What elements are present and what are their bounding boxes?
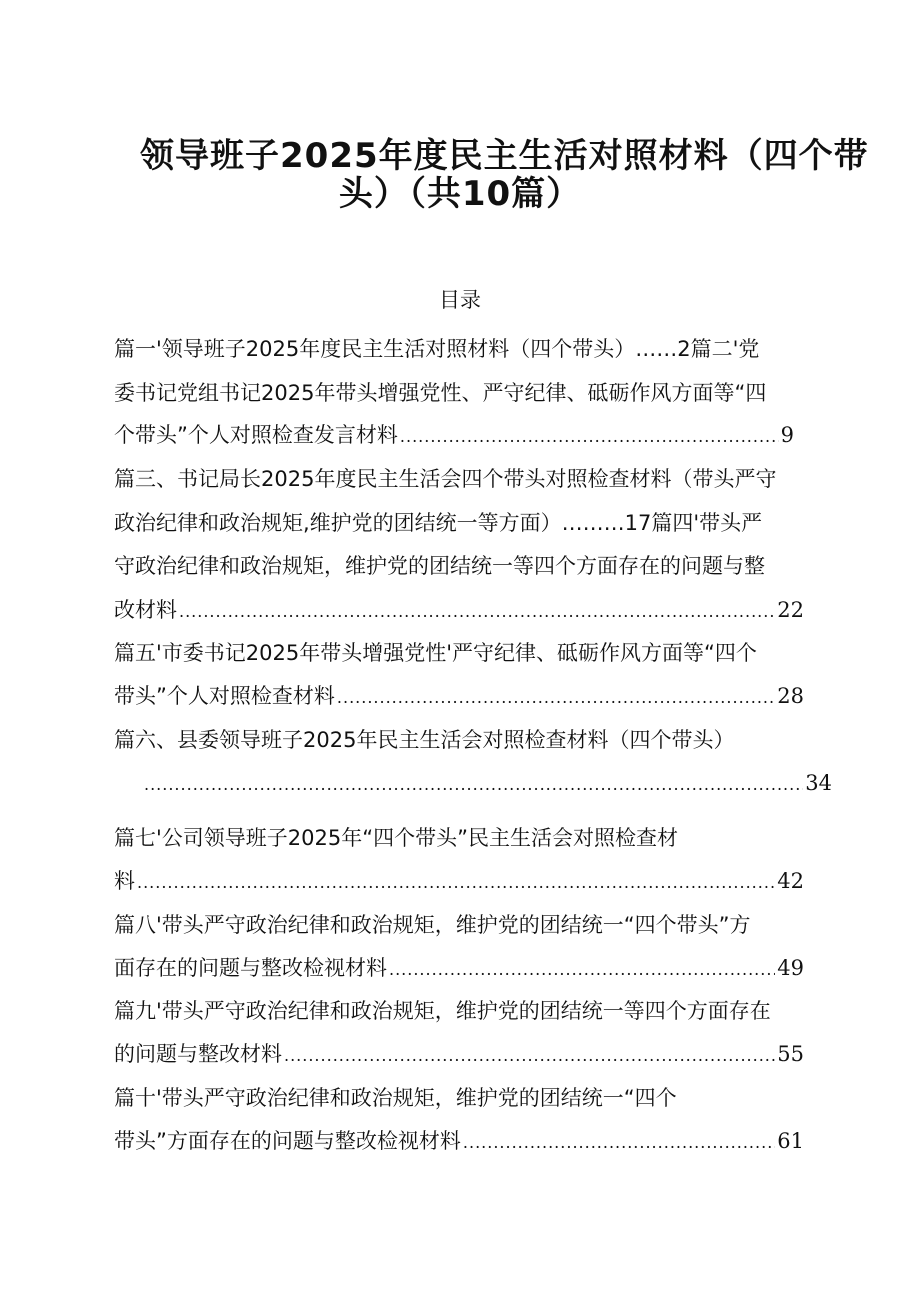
toc-text: 带头”个人对照检查材料 xyxy=(114,684,335,708)
toc-text: 带头”方面存在的问题与整改检视材料 xyxy=(114,1129,461,1153)
toc-text: 改材料 xyxy=(114,598,177,622)
toc-heading: 目录 xyxy=(439,288,481,312)
document-title-line-2: 头）（共10篇） xyxy=(338,174,582,214)
toc-text: 篇七'公司领导班子2025年“四个带头”民主生活会对照检查材 xyxy=(114,826,678,850)
toc-line xyxy=(114,465,834,493)
toc-line xyxy=(114,1084,834,1112)
toc-entry[interactable] xyxy=(114,682,804,712)
toc-text: 面存在的问题与整改检视材料 xyxy=(114,956,387,980)
toc-text: 政治纪律和政治规矩,维护党的团结统一等方面）………17篇四'带头严 xyxy=(114,511,763,535)
dot-leader xyxy=(144,771,803,799)
toc-entry[interactable] xyxy=(114,867,804,897)
dot-leader xyxy=(337,684,775,712)
toc-page-number: 34 xyxy=(805,771,832,795)
toc-text: 篇五'市委书记2025年带头增强党性'严守纪律、砥砺作风方面等“四个 xyxy=(114,641,757,665)
toc-text: 篇三、书记局长2025年度民主生活会四个带头对照检查材料（带头严守 xyxy=(114,467,777,491)
toc-page-number: 42 xyxy=(777,869,804,893)
toc-text: 篇八'带头严守政治纪律和政治规矩，维护党的团结统一“四个带头”方 xyxy=(114,913,751,937)
dot-leader xyxy=(389,956,775,984)
toc-entry[interactable] xyxy=(114,596,804,626)
toc-text: 篇十'带头严守政治纪律和政治规矩，维护党的团结统一“四个 xyxy=(114,1086,677,1110)
toc-line xyxy=(114,824,834,852)
toc-page-number: 61 xyxy=(777,1129,804,1153)
toc-text: 个带头”个人对照检查发言材料 xyxy=(114,423,398,447)
toc-entry[interactable] xyxy=(114,421,794,451)
toc-entry[interactable] xyxy=(114,1127,804,1157)
toc-text: 守政治纪律和政治规矩，维护党的团结统一等四个方面存在的问题与整 xyxy=(114,554,765,578)
toc-line xyxy=(114,639,834,667)
toc-page-number: 22 xyxy=(777,598,804,622)
dot-leader xyxy=(400,423,779,451)
toc-page-number: 9 xyxy=(780,423,794,447)
dot-leader xyxy=(137,869,775,897)
toc-page-number: 55 xyxy=(777,1042,804,1066)
toc-text: 委书记党组书记2025年带头增强党性、严守纪律、砥砺作风方面等“四 xyxy=(114,381,767,405)
toc-text: 的问题与整改材料 xyxy=(114,1042,282,1066)
dot-leader xyxy=(179,598,775,626)
toc-entry[interactable] xyxy=(114,1040,804,1070)
toc-line xyxy=(114,552,834,580)
toc-page-number: 28 xyxy=(777,684,804,708)
toc-line xyxy=(114,726,834,754)
toc-line xyxy=(114,335,834,363)
toc-line xyxy=(114,997,834,1025)
dot-leader xyxy=(463,1129,775,1157)
toc-text: 篇六、县委领导班子2025年民主生活会对照检查材料（四个带头） xyxy=(114,728,735,752)
toc-text: 篇九'带头严守政治纪律和政治规矩，维护党的团结统一等四个方面存在 xyxy=(114,999,771,1023)
dot-leader xyxy=(284,1042,775,1070)
toc-entry[interactable] xyxy=(114,954,804,984)
document-title-line-1: 领导班子2025年度民主生活对照材料（四个带 xyxy=(140,136,869,176)
toc-text: 篇一'领导班子2025年度民主生活对照材料（四个带头）……2篇二'党 xyxy=(114,337,760,361)
toc-line xyxy=(114,379,834,407)
toc-line xyxy=(114,911,834,939)
toc-entry[interactable] xyxy=(142,769,832,799)
toc-text: 料 xyxy=(114,869,135,893)
toc-line xyxy=(114,509,834,537)
toc-page-number: 49 xyxy=(777,956,804,980)
